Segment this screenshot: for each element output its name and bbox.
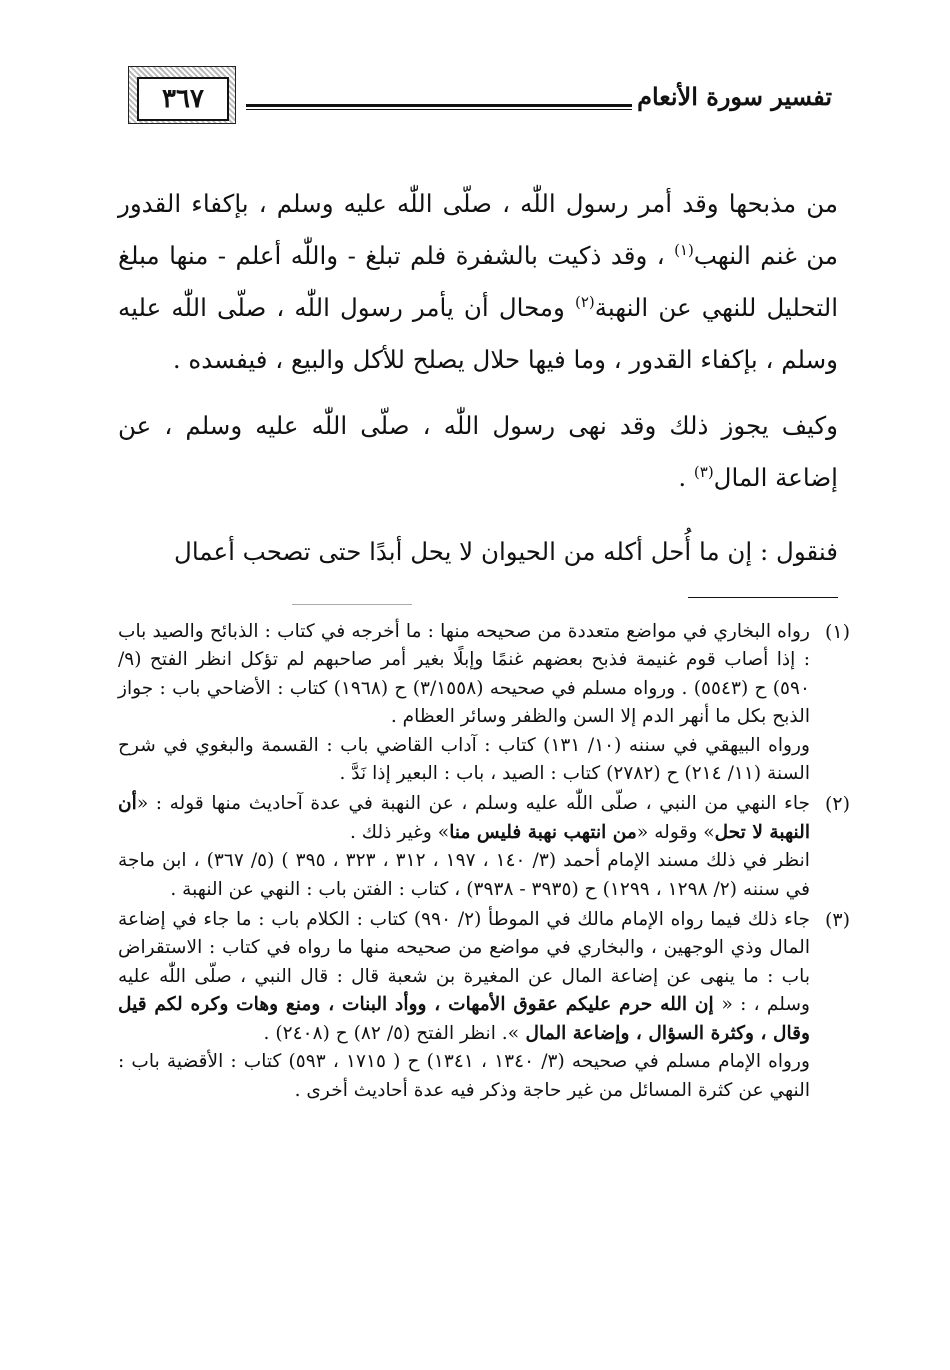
header-rule — [246, 104, 632, 110]
faint-rule — [292, 604, 412, 605]
footnote-2 — [118, 790, 850, 904]
hadith-quote: أن النهبة لا تحل — [118, 793, 810, 843]
footnote-ref[interactable]: (٢) — [574, 292, 595, 311]
footnote-text: انظر في ذلك مسند الإمام أحمد (٣/ ١٤٠ ، ١٩٧ ، ٣١٢ ، ٣٢٣ ، ٣٩٥ ) (٥/ ٣٦٧) ، ابن ماجة في سننه (٢/ ١٢٩٨ ، ١٢٩٩) ح (٣٩٣٥ - ٣٩٣٨) ، كتاب : الفتن باب : النهي عن النهبة . — [118, 850, 810, 900]
footnote-text: ورواه البيهقي في سننه (١٠/ ١٣١) كتاب : آداب القاضي باب : القسمة والبغوي في شرح السنة (١١/ ٢١٤) ح (٢٧٨٢) كتاب : الصيد ، باب : البعير إذا نَدَّ . — [118, 734, 810, 785]
main-text — [118, 178, 838, 578]
footnote-text: جاء النهي من النبي ، صلّى اللّٰه عليه وسلم ، عن النهبة في عدة آحاديث منها قوله : «أن النهبة لا تحل» وقوله «من انتهب نهبة فليس منا» وغير ذلك . — [118, 793, 810, 843]
footnotes — [118, 618, 850, 1107]
footnote-text: ورواه الإمام مسلم في صحيحه (٣/ ١٣٤٠ ، ١٣٤١) ح ( ١٧١٥ ، ٥٩٣) كتاب : الأقضية باب : النهي عن كثرة المسائل من غير حاجة وذكر فيه عدة أحاديث أخرى . — [118, 1051, 810, 1101]
footnote-ref[interactable]: (١) — [674, 240, 694, 259]
footnote-text: رواه البخاري في مواضع متعددة من صحيحه منها : ما أخرجه في كتاب : الذبائح والصيد باب : إذا أصاب قوم غنيمة فذبح بعضهم غنمًا وإبلًا بغير أمر صاحبهم لم تؤكل انظر الفتح (٩/ ٥٩٠) ح (٥٥٤٣) . ورواه مسلم في صحيحه (٣/١٥٥٨) ح (١٩٦٨) كتاب : الأضاحي باب : جواز الذبح بكل ما أنهر الدم إلا السن والظفر وسائر العظام . — [118, 621, 811, 728]
footnote-text: جاء ذلك فيما رواه الإمام مالك في الموطأ (٢/ ٩٩٠) كتاب : الكلام باب : ما جاء في إضاعة المال وذي الوجهين ، والبخاري في مواضع من صحيحه منها ما رواه في كتاب : الاستقراض باب : ما ينهى عن إضاعة المال عن المغيرة بن شعبة قال : قال النبي ، صلّى اللّٰه عليه وسلم ، : « إن الله حرم عليكم عقوق الأمهات ، ووأد البنات ، ومنع وهات وكره لكم قيل وقال ، وكثرة السؤال ، وإضاعة المال ». انظر الفتح (٥/ ٨٢) ح (٢٤٠٨) . — [118, 909, 810, 1044]
footnote-number: (٢) — [824, 793, 850, 816]
footnote-1 — [118, 618, 850, 788]
footnote-number: (٣) — [824, 909, 850, 932]
footnote-separator — [688, 597, 838, 598]
footnote-ref[interactable]: (٣) — [693, 462, 714, 481]
footnote-number: (١) — [824, 621, 850, 643]
hadith-quote: إن الله حرم عليكم عقوق الأمهات ، ووأد البنات ، ومنع وهات وكره لكم قيل وقال ، وكثرة السؤال ، وإضاعة المال — [118, 994, 810, 1044]
page-header — [128, 66, 832, 126]
hadith-quote: من انتهب نهبة فليس منا — [449, 821, 637, 843]
page-number: ٣٦٧ — [137, 77, 229, 121]
footnote-3 — [118, 906, 850, 1105]
main-paragraph: من مذبحها وقد أمر رسول اللّٰه ، صلّى اللّٰه عليه وسلم ، بإكفاء القدور من غنم النهب$^{(١)}$ ، وقد ذكيت بالشفرة فلم تبلغ - واللّٰه أعلم - منها مبلغ التحليل للنهي عن النهبة$^{(٢)}$ ومحال أن يأمر رسول اللّٰه ، صلّى اللّٰه عليه وسلم ، بإكفاء القدور ، وما فيها حلال يصلح للأكل والبيع ، فيفسده . — [118, 189, 839, 374]
running-title: تفسير سورة الأنعام — [637, 82, 832, 111]
main-paragraph: فنقول : إن ما أُحل أكله من الحيوان لا يحل أبدًا حتى تصحب أعمال — [174, 537, 838, 566]
main-paragraph: وكيف يجوز ذلك وقد نهى رسول اللّٰه ، صلّى اللّٰه عليه وسلم ، عن إضاعة المال$^{(٣)}$ . — [118, 411, 838, 492]
page-number-box — [128, 66, 236, 124]
